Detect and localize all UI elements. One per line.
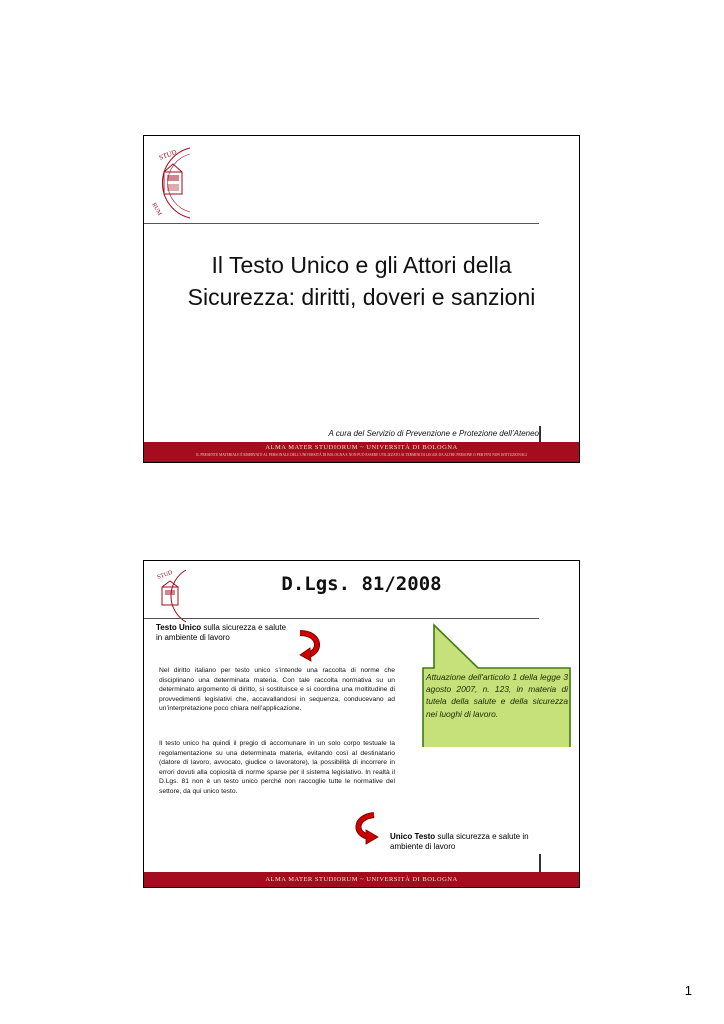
paragraph-1: Nel diritto italiano per testo unico s’intende una raccolta di norme che disciplinano una determinata materia. Con tale raccolta normativa su un determinato argomento di diritto, si sostituisce e si coordina una moltitudine di provvedimenti legislativi che, accavallandosi in sequenza, conducevano ad un’interpretazione poco chiara nell’applicazione. (159, 667, 395, 713)
footer-brand: ALMA MATER STUDIORUM ~ UNIVERSITÀ DI BOLOGNA (265, 444, 458, 451)
page-number: 1 (684, 983, 692, 998)
svg-text:STUD: STUD (157, 148, 178, 162)
slide-title: Il Testo Unico e gli Attori della Sicurezza: diritti, doveri e sanzioni (187, 252, 536, 310)
callout-box (422, 657, 571, 743)
svg-text:RUM: RUM (150, 202, 163, 217)
callout-text: Attuazione dell'articolo 1 della legge 3 agosto 2007, n. 123, in materia di tutela della salute e della sicurezza nei luoghi di lavoro. (426, 672, 568, 719)
label-testo-unico: Testo Unico sulla sicurezza e salute in ambiente di lavoro (156, 623, 287, 642)
content-slide (143, 560, 580, 888)
credit-line: A cura del Servizio di Prevenzione e Protezione dell’Ateneo (328, 429, 539, 438)
footer-band (144, 872, 579, 887)
curved-arrow-icon (294, 629, 324, 663)
footer-disclaimer: IL PRESENTE MATERIALE È RISERVATO AL PERSONALE DELL'UNIVERSITÀ DI BOLOGNA E NON PUÒ ESSERE UTILIZZATO AI TERMINI DI LEGGE DA ALTRE PERSONE O PER FINI NON ISTITUZIONALI (196, 453, 527, 457)
label-unico-testo: Unico Testo sulla sicurezza e salute in ambiente di lavoro (390, 832, 529, 851)
svg-text:STUD: STUD (156, 569, 174, 581)
footer-band (144, 442, 579, 462)
title-slide (143, 135, 580, 463)
slide-title: D.Lgs. 81/2008 (281, 573, 442, 595)
footer-brand: ALMA MATER STUDIORUM ~ UNIVERSITÀ DI BOLOGNA (265, 876, 458, 883)
header-rule (144, 223, 539, 224)
paragraph-2: Il testo unico ha quindi il pregio di accomunare in un solo corpo testuale la regolamentazione su una determinata materia, evitando così al destinatario (datore di lavoro, avvocato, giudice o lavoratore), la possibilità di incorrere in errori dovuti alla copiosità di norme sparse per il sistema legislativo. In realtà il D.Lgs. 81 non è un testo unico perché non raccoglie tutte le normative del settore, da qui unico testo. (159, 740, 395, 795)
university-seal-icon (150, 144, 194, 222)
curved-arrow-icon (352, 811, 382, 845)
